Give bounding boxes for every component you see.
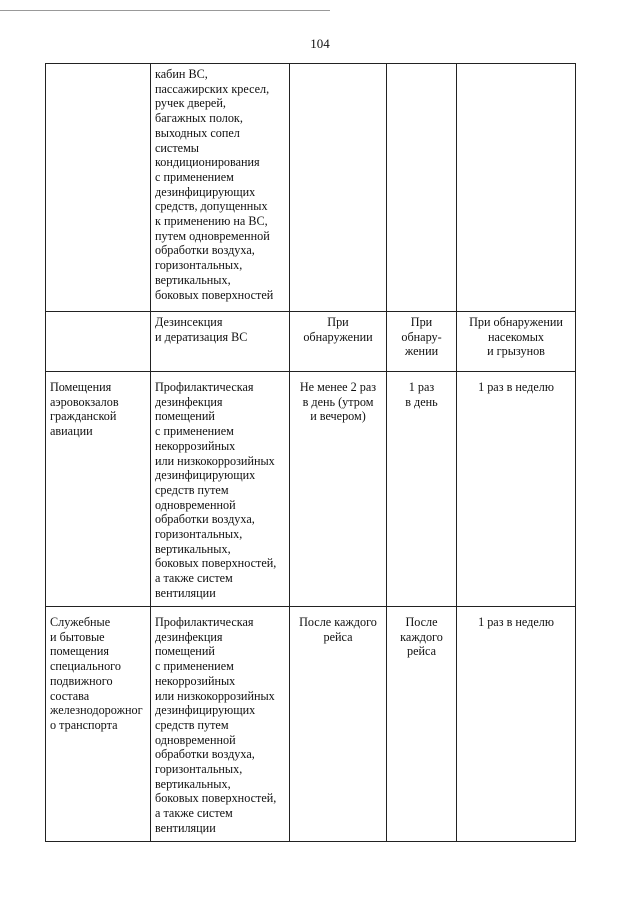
measure-cell: Профилактическая дезинфекция помещений с применением некоррозийных или низкокоррозийных дезинфицирующих средств путем одновременной обработки воздуха, горизонтальных, вертикальных, боковых поверхностей, а также систем вентиляции bbox=[151, 372, 290, 607]
table-row bbox=[46, 64, 576, 312]
measure-cell: кабин ВС, пассажирских кресел, ручек дверей, багажных полок, выходных сопел системы кондиционирования с применением дезинфицирующих средств, допущенных к применению на ВС, путем одновременной обработки воздуха, горизонтальных, вертикальных, боковых поверхностей bbox=[151, 64, 290, 312]
table-row bbox=[46, 312, 576, 372]
frequency-cell bbox=[290, 64, 387, 312]
measure-cell: Профилактическая дезинфекция помещений с применением некоррозийных или низкокоррозийных дезинфицирующих средств путем одновременной обработки воздуха, горизонтальных, вертикальных, боковых поверхностей, а также систем вентиляции bbox=[151, 607, 290, 842]
frequency-cell: При обнару- жении bbox=[387, 312, 457, 372]
frequency-cell: После каждого рейса bbox=[387, 607, 457, 842]
scan-edge-line bbox=[0, 10, 330, 11]
frequency-cell bbox=[387, 64, 457, 312]
frequency-cell: 1 раз в неделю bbox=[457, 607, 576, 842]
frequency-cell: 1 раз в день bbox=[387, 372, 457, 607]
premises-cell: Помещения аэровокзалов гражданской авиации bbox=[46, 372, 151, 607]
frequency-cell: Не менее 2 раз в день (утром и вечером) bbox=[290, 372, 387, 607]
premises-cell: Служебные и бытовые помещения специального подвижного состава железнодорожног о транспорта bbox=[46, 607, 151, 842]
frequency-cell bbox=[457, 64, 576, 312]
frequency-cell: При обнаружении насекомых и грызунов bbox=[457, 312, 576, 372]
frequency-cell: После каждого рейса bbox=[290, 607, 387, 842]
premises-cell bbox=[46, 64, 151, 312]
table-row bbox=[46, 607, 576, 842]
sanitation-table bbox=[45, 63, 576, 842]
frequency-cell: 1 раз в неделю bbox=[457, 372, 576, 607]
premises-cell bbox=[46, 312, 151, 372]
page-number: 104 bbox=[310, 36, 330, 51]
table-row bbox=[46, 372, 576, 607]
frequency-cell: При обнаружении bbox=[290, 312, 387, 372]
measure-cell: Дезинсекция и дератизация ВС bbox=[151, 312, 290, 372]
